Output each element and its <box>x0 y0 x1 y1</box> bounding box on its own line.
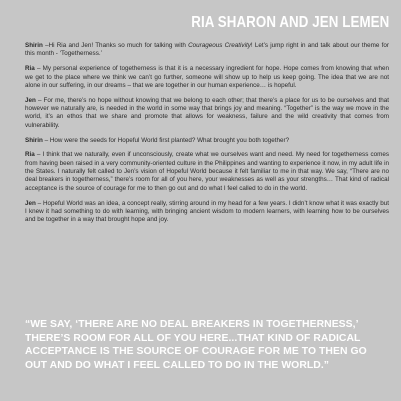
speaker-name: Ria <box>25 65 35 73</box>
speaker-name: Jen <box>25 96 36 104</box>
paragraph-text: – How were the seeds for Hopeful World first planted? What brought you both together? <box>42 136 290 144</box>
paragraph-shirin-question <box>25 137 389 145</box>
speaker-name: Shirin <box>25 42 43 49</box>
paragraph-text: ! Let’s jump right in and talk about our theme for this month - ‘Togetherness.’ <box>25 42 389 58</box>
paragraph-text: – I think that we naturally, even if unconsciously, create what we ourselves want and need. My need for togetherness comes from having been raised in a very community-oriented culture in the Philippines and wanting to experience it now, in my adult life in the States. I naturally felt called to Jen’s vision of Hopeful World because it felt familiar to me in that way. We say, “There are no deal breakers in togetherness,” there’s room for all of you here, your weaknesses as well as your strengths… That kind of radical acceptance is the source of courage for me to then go out and do what I feel called to do in the world. <box>25 151 389 192</box>
publication-name: Courageous Creativity <box>188 42 251 49</box>
speaker-name: Jen <box>25 199 36 207</box>
paragraph-text: – My personal experience of togetherness is that it is a necessary ingredient for hope. Hope comes from knowing that when we get to the place where we think we can’t go further, someone will show up to help us keep going. The idea that we are not alone in our suffering, in our dreams – that we are together in our human experience… is hopeful. <box>25 65 389 89</box>
page-title: RIA SHARON AND JEN LEMEN <box>190 14 389 31</box>
speaker-name: Ria <box>25 151 35 159</box>
interview-body <box>25 42 389 231</box>
paragraph-ria-1 <box>25 65 389 90</box>
pull-quote: “WE SAY, ‘THERE ARE NO DEAL BREAKERS IN TOGETHERNESS,’ THERE’S ROOM FOR ALL OF YOU HERE...THAT KIND OF RADICAL ACCEPTANCE IS THE SOURCE OF COURAGE FOR ME TO THEN GO OUT AND DO WHAT I FEEL CALLED TO DO IN THE WORLD.” <box>25 319 367 372</box>
speaker-name: Shirin <box>25 136 43 144</box>
paragraph-text: – Hopeful World was an idea, a concept really, stirring around in my head for a few years. I didn’t know what it was exactly but I knew it had something to do with learning, with bringing ancient wisdom to modern learners, with learning how to be ourselves and be together in a way that brought hope and joy. <box>25 199 389 224</box>
paragraph-jen-2 <box>25 200 389 225</box>
paragraph-text: –Hi Ria and Jen! Thanks so much for talking with <box>42 42 189 49</box>
paragraph-text: – For me, there’s no hope without knowing that we belong to each other; that there’s a place for us to be ourselves and that however we naturally are, is needed in the world in some way that brings joy and meaning. “Together” is the way we move in the world, it’s an ethos that we share and promote that allows for weakness, failure and the wild creativity that comes from vulnerability. <box>25 96 389 129</box>
paragraph-ria-2 <box>25 151 389 193</box>
paragraph-shirin-intro <box>25 42 389 59</box>
paragraph-jen-1 <box>25 97 389 131</box>
